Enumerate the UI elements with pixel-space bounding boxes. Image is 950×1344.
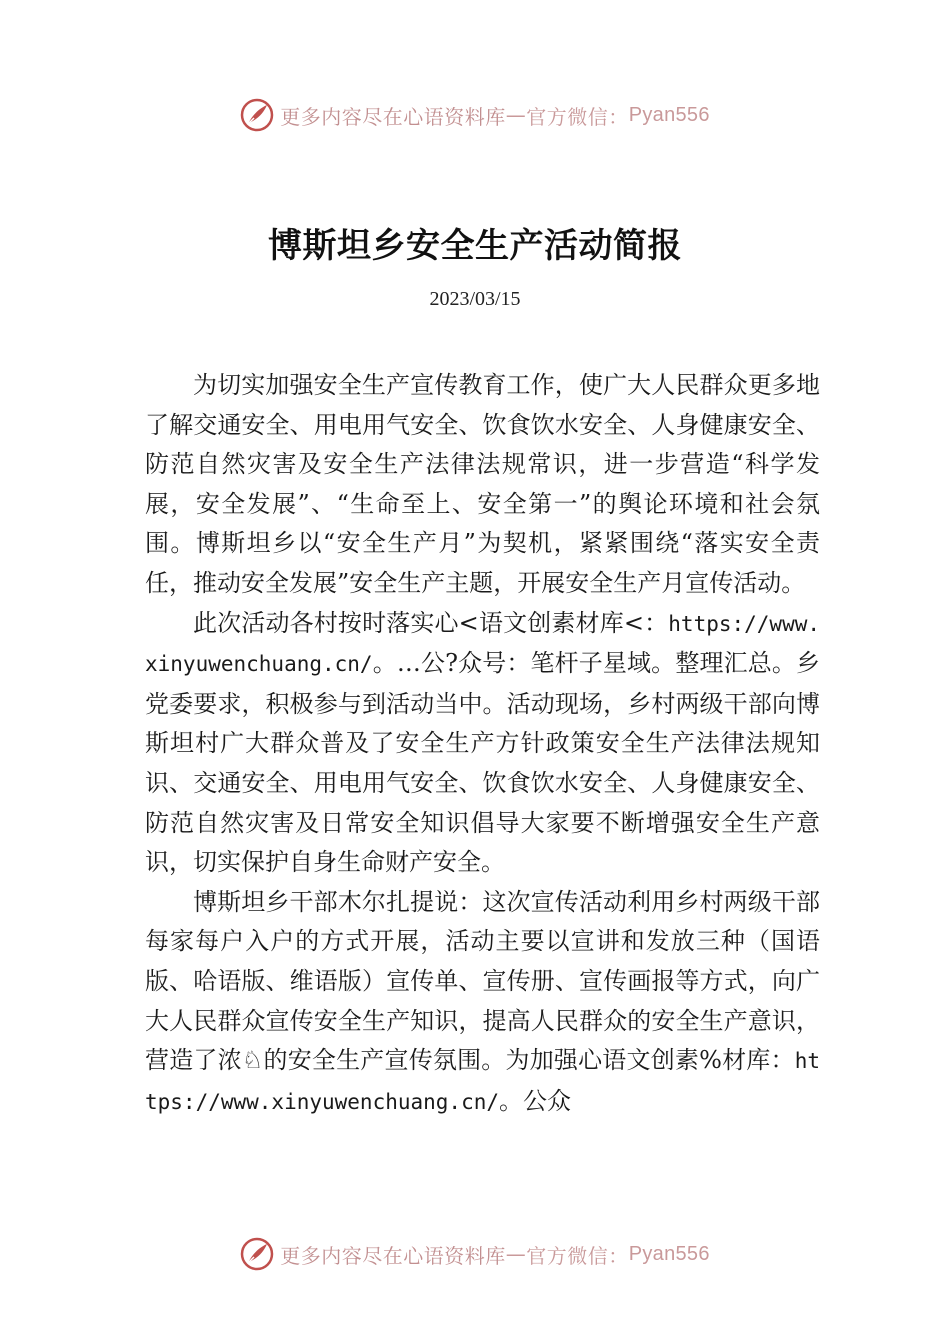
paragraph-3-url: https://www.xinyuwenchuang.cn/ [145,1049,820,1114]
paragraph-2-text-b: 。…公?众号：笔杆子星域。整理汇总。乡党委要求，积极参与到活动当中。活动现场，乡村两级干部向博斯坦村广大群众普及了安全生产方针政策安全生产法律法规知识、交通安全、用电用气安全、饮食饮水安全、人身健康安全、防范自然灾害及日常安全知识倡导大家要不断增强安全生产意识，切实保护自身生命财产安全。 [145,649,820,877]
watermark-wechat-label: 官方微信： [526,1243,629,1268]
watermark-wechat-id: Pyan556 [628,1242,710,1265]
paragraph-3 [145,883,820,1123]
watermark-dash: — [505,103,527,127]
paragraph-2-text-a: 此次活动各村按时落实心<语文创素材库<： [193,608,669,637]
watermark-dash: — [505,1242,527,1266]
paragraph-3-text-b: 。公众 [499,1086,572,1115]
paragraph-1: 为切实加强安全生产宣传教育工作，使广大人民群众更多地了解交通安全、用电用气安全、饮食饮水安全、人身健康安全、防范自然灾害及安全生产法律法规常识，进一步营造“科学发展，安全发展”、“生命至上、安全第一”的舆论环境和社会氛围。博斯坦乡以“安全生产月”为契机，紧紧围绕“落实安全责任，推动安全发展”安全生产主题，开展安全生产月宣传活动。 [145,371,820,597]
paragraph-2-url: https://www.xinyuwenchuang.cn/ [145,611,820,677]
watermark-wechat-id: Pyan556 [628,103,710,126]
watermark-brand-text: 更多内容尽在心语资料库 [280,1243,506,1268]
document-title: 博斯坦乡安全生产活动简报 [268,226,682,266]
quill-logo-icon [240,98,274,132]
header-watermark [0,95,950,135]
paragraph-2 [145,604,820,883]
watermark-wechat-label: 官方微信： [526,104,629,129]
document-body [145,366,820,1122]
paragraph-3-text-a: 博斯坦乡干部木尔扎提说：这次宣传活动利用乡村两级干部每家每户入户的方式开展，活动主要以宣讲和发放三种（国语版、哈语版、维语版）宣传单、宣传册、宣传画报等方式，向广大人民群众宣传安全生产知识，提高人民群众的安全生产意识，营造了浓♘的安全生产宣传氛围。为加强心语文创素%材库： [145,887,820,1075]
document-date: 2023/03/15 [429,288,521,310]
footer-watermark [0,1234,950,1274]
quill-logo-icon [240,1237,274,1271]
watermark-brand-text: 更多内容尽在心语资料库 [280,104,506,129]
